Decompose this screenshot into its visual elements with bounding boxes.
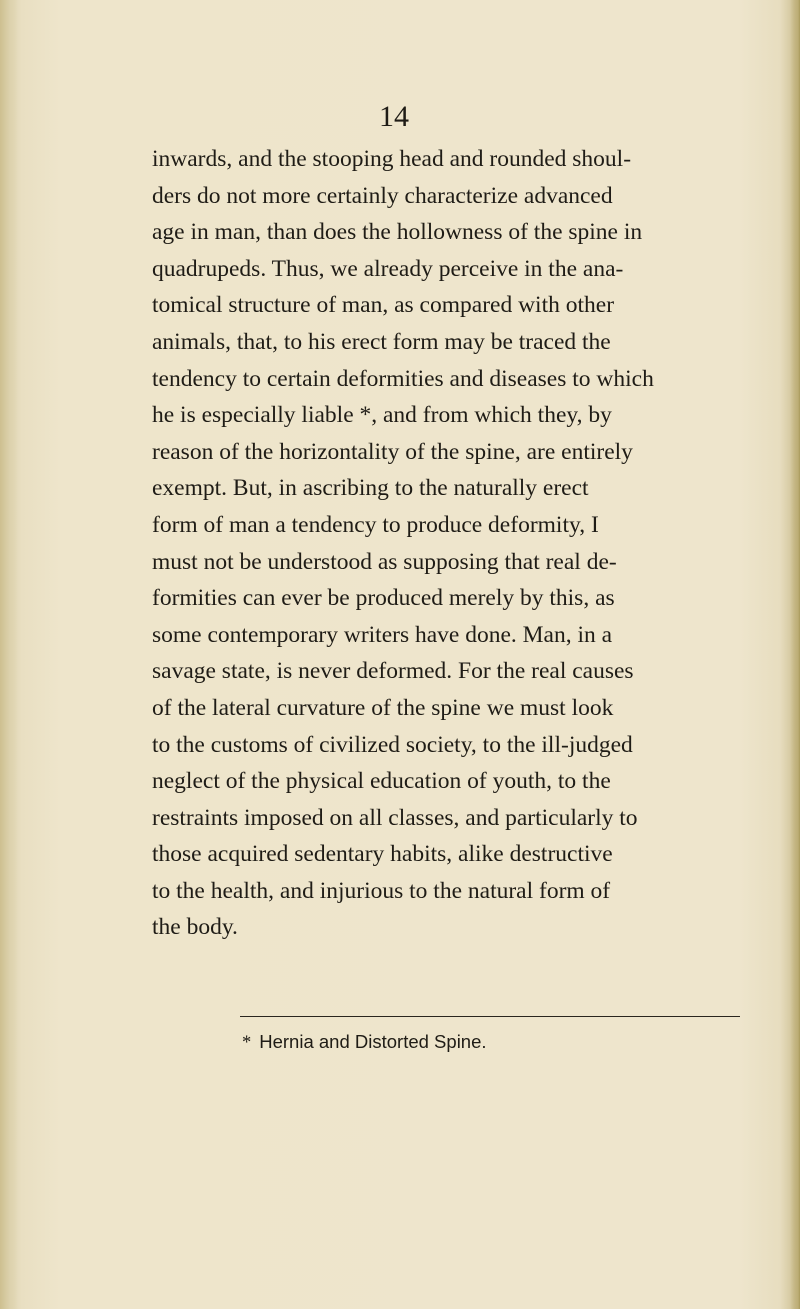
text-line: age in man, than does the hollowness of the spine in — [152, 219, 643, 246]
text-line: formities can ever be produced merely by this, as — [152, 585, 615, 612]
text-line: inwards, and the stooping head and rounded shoul- — [152, 146, 632, 172]
text-line: restraints imposed on all classes, and particularly to — [152, 804, 638, 831]
main-paragraph — [152, 141, 792, 946]
text-line: neglect of the physical education of youth, to the — [152, 768, 611, 795]
text-line: some contemporary writers have done. Man, in a — [152, 621, 613, 648]
text-line: animals, that, to his erect form may be traced the — [152, 328, 611, 355]
footnote-divider — [240, 1016, 740, 1017]
text-line: tendency to certain deformities and diseases to which — [152, 365, 654, 392]
footnote — [242, 1031, 487, 1054]
text-line: tomical structure of man, as compared with other — [152, 292, 615, 319]
text-line: ders do not more certainly characterize advanced — [152, 182, 613, 209]
page-gutter-shadow — [0, 0, 18, 1309]
text-line: those acquired sedentary habits, alike destructive — [152, 841, 613, 868]
text-line: the body. — [152, 914, 238, 941]
text-line: form of man a tendency to produce deformity, I — [152, 511, 599, 538]
page-number: 14 — [379, 100, 409, 133]
footnote-mark: * — [242, 1033, 252, 1053]
text-line: exempt. But, in ascribing to the naturally erect — [152, 475, 589, 502]
text-line: of the lateral curvature of the spine we must look — [152, 694, 614, 721]
text-line: quadrupeds. Thus, we already perceive in the ana- — [152, 255, 624, 282]
text-line: reason of the horizontality of the spine, are entirely — [152, 438, 633, 465]
text-line: he is especially liable *, and from which they, by — [152, 402, 612, 429]
text-line: must not be understood as supposing that real de- — [152, 548, 617, 575]
text-line: savage state, is never deformed. For the real causes — [152, 658, 634, 685]
footnote-text: Hernia and Distorted Spine. — [259, 1031, 487, 1052]
text-line: to the health, and injurious to the natural form of — [152, 877, 611, 904]
text-line: to the customs of civilized society, to the ill-judged — [152, 731, 633, 758]
